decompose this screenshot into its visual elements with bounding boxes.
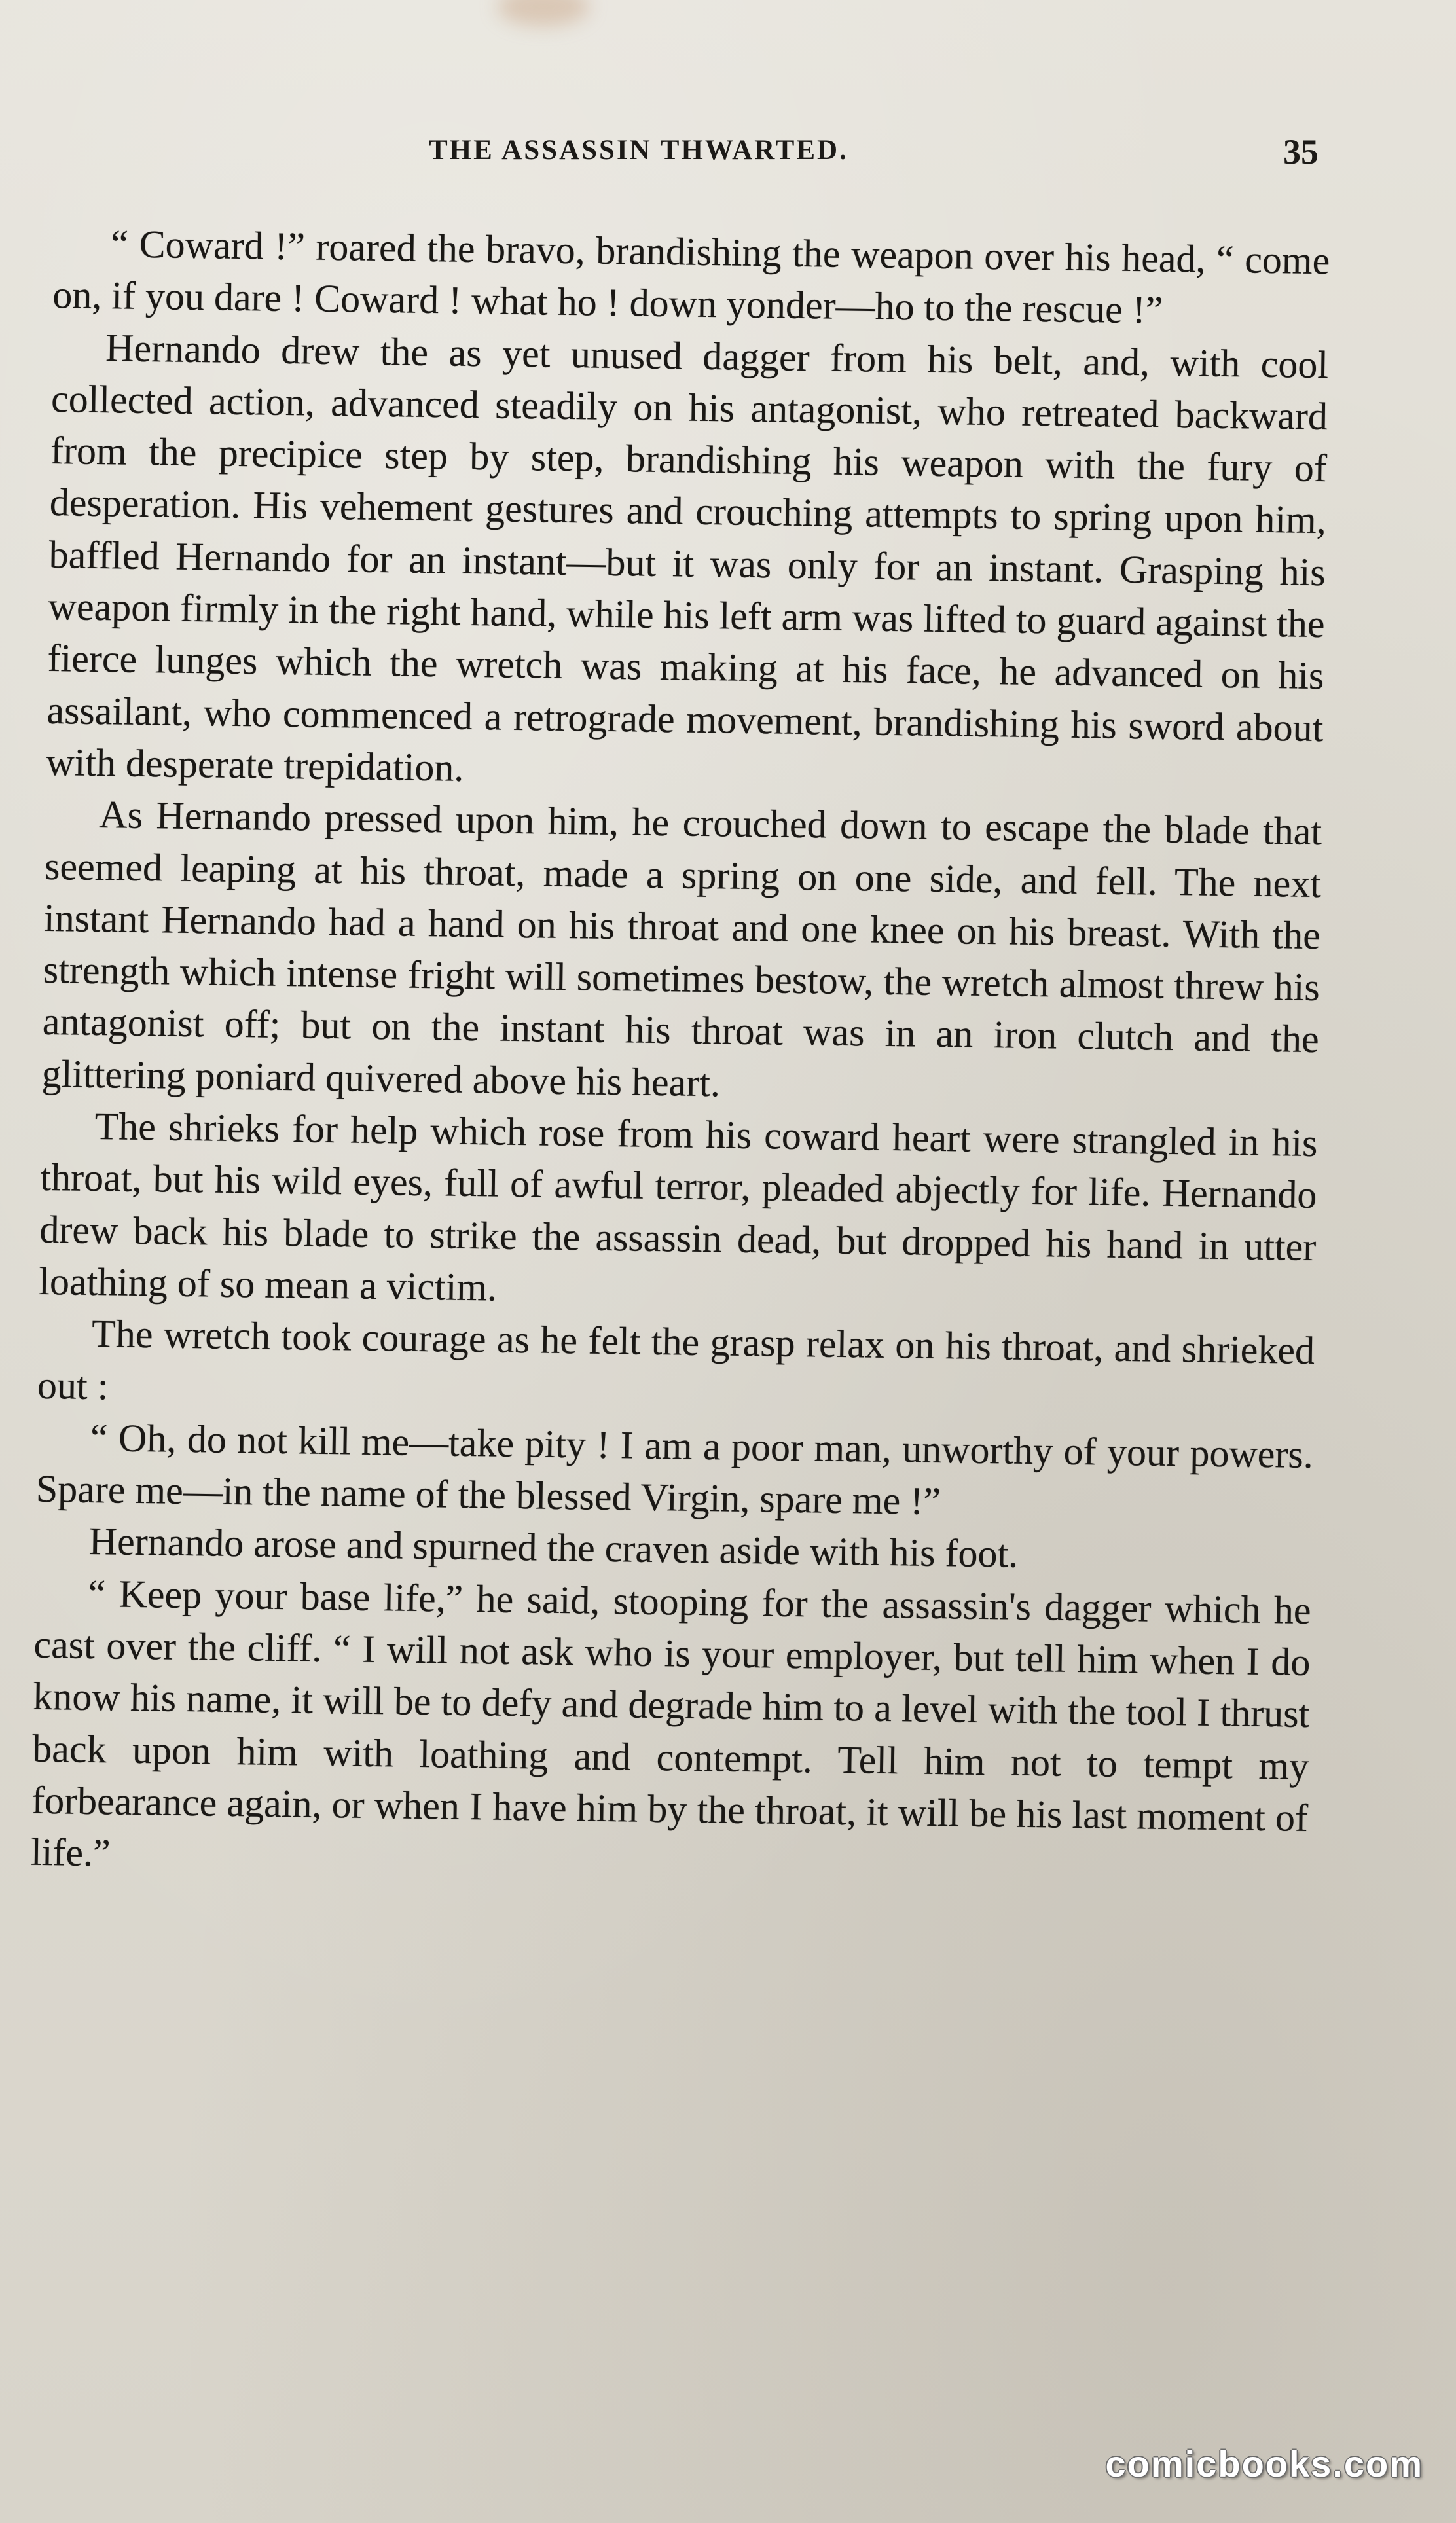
paragraph: The shrieks for help which rose from his coward heart were strangled in his throat, but his wild eyes, full of awful terror, pleaded abjectly for life. Hernando drew back his blade to strike the assassin dead, but dropped his hand in utter loathing of so mean a victim. (38, 1104, 1318, 1309)
watermark: comicbooks.com (1105, 2443, 1423, 2484)
page-stain (498, 0, 589, 26)
body-text (31, 217, 1330, 1896)
page-number: 35 (1283, 132, 1319, 172)
paragraph: Hernando drew the as yet unused dagger from his belt, and, with cool collected action, advanced steadily on his antagonist, who retreated backward from the precipice step by step, brandishing his weapon with the fury of desperation. His vehement gestures and crouching attempts to spring upon him, baffled Hernando for an instant—but it was only for an instant. Grasping his weapon firmly in the right hand, while his left arm was lifted to guard against the fierce lunges which the wretch was making at his face, he advanced on his assailant, who commenced a retrograde movement, brandishing his sword about with desperate trepidation. (45, 325, 1329, 790)
running-title: THE ASSASSIN THWARTED. (429, 135, 848, 166)
paragraph: “ Oh, do not kill me—take pity ! I am a poor man, unworthy of your powers. Spare me—in the name of the blessed Virgin, spare me !” (35, 1415, 1314, 1523)
paragraph: As Hernando pressed upon him, he crouched down to escape the blade that seemed leaping at his throat, made a spring on one side, and fell. The next instant Hernando had a hand on his throat and one knee on his breast. With the strength which intense fright will sometimes bestow, the wretch almost threw his antagonist off; but on the instant his throat was in an iron clutch and the glittering poniard quivered above his heart. (41, 793, 1322, 1105)
paragraph: “ Keep your base life,” he said, stooping for the assassin's dagger which he cast over the cliff. “ I will not ask who is your employer, but tell him when I do know his name, it will be to defy and degrade him to a level with the tool I thrust back upon him with loathing and contempt. Tell him not to tempt my forbearance again, or when I have him by the throat, it will be his last moment of life.” (30, 1571, 1311, 1875)
paragraph: Hernando arose and spurned the craven aside with his foot. (88, 1519, 1019, 1576)
paragraph: “ Coward !” roared the bravo, brandishing the weapon over his head, “ come on, if you dare ! Coward ! what ho ! down yonder—ho to the rescue !” (52, 222, 1330, 332)
paragraph: The wretch took courage as he felt the grasp relax on his throat, and shrieked out : (37, 1312, 1315, 1407)
page-header (429, 134, 1345, 180)
